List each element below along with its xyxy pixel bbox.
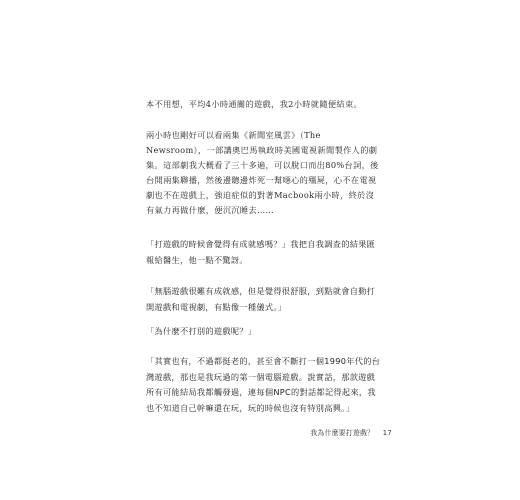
- paragraph-2-text: 兩小時也剛好可以看兩集《新聞室風雲》（The Newsroom），一部講奧巴馬執政時美國電視新聞製作人的劇集。這部劇我大概看了三十多遍，可以脫口而出80%台詞，後台開兩集聯播，然後邊聽邊炸死一幫噁心的殭屍，心不在電視劇也不在遊戲上，強迫症似的對著Macbook兩小時，終於沒有氣力再做什麼，便沉沉睡去……: [146, 130, 379, 215]
- paragraph-1: [146, 97, 382, 112]
- paragraph-6-text: 「其實也有，不過都挺老的，甚至會不斷打一個1990年代的台灣遊戲，那也是我玩過的第一個電腦遊戲。說實話，那款遊戲所有可能結局我都觸發過，連每個NPC的對話都記得起來，我也不知道自己幹嘛還在玩，玩的時候也沒有特別高興。」: [146, 356, 381, 413]
- paragraph-2: [146, 128, 382, 218]
- page-number: 17: [382, 429, 392, 437]
- paragraph-4-text: 「無腦遊戲很難有成就感，但是覺得很舒服，到點就會自動打開遊戲和電視劇，有點像一種儀式。」: [146, 286, 376, 312]
- paragraph-4: [146, 284, 382, 315]
- page-footer: [310, 427, 392, 437]
- paragraph-6: [146, 354, 382, 416]
- paragraph-5-text: 「為什麼不打別的遊戲呢？」: [146, 326, 257, 336]
- running-title: 我為什麼要打遊戲？: [310, 429, 375, 437]
- paragraph-1-text: 本不用想，平均4小時通關的遊戲，我2小時就隨便結束。: [146, 99, 363, 109]
- paragraph-5: [146, 324, 382, 340]
- paragraph-3: [146, 237, 382, 268]
- paragraph-3-text: 「打遊戲的時候會覺得有成就感嗎？」我把自我調查的結果匯報給醫生，他一點不驚訝。: [146, 239, 376, 265]
